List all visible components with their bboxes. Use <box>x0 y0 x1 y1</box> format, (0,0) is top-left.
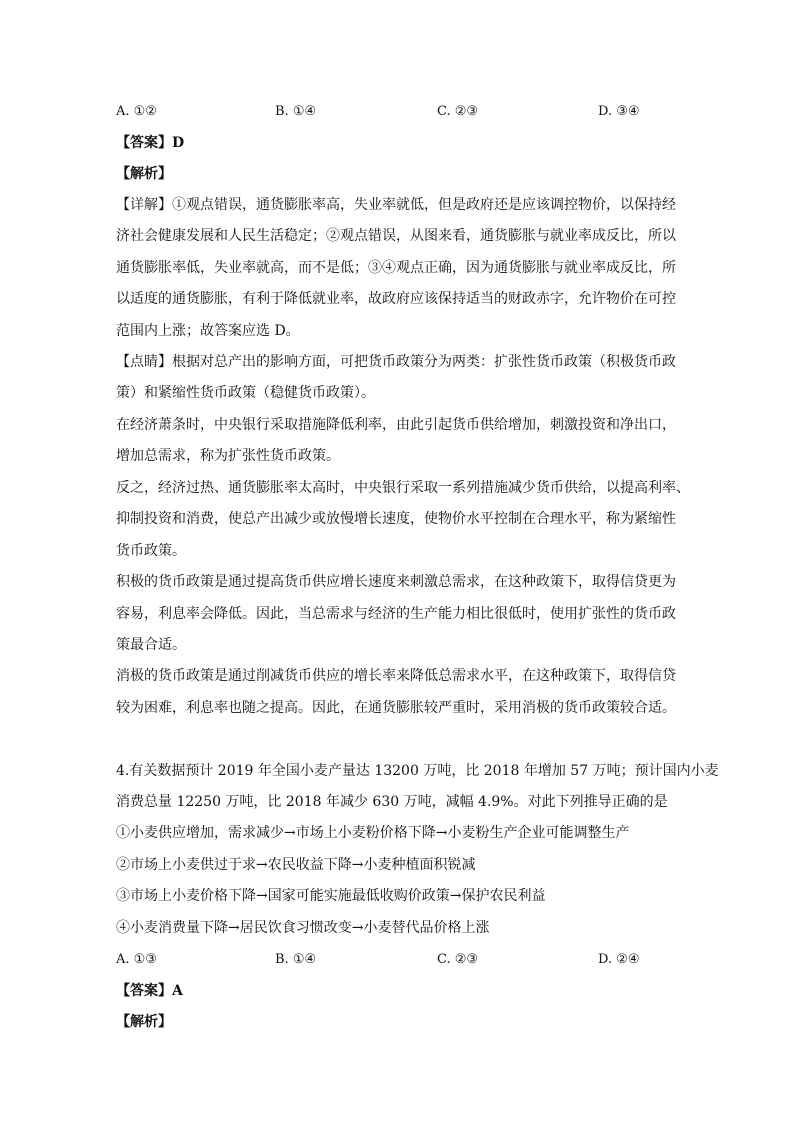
option-c: C. ②③ <box>437 104 479 119</box>
answer-label: 【答案】D <box>116 135 185 151</box>
option-c: C. ②③ <box>437 952 479 967</box>
tip-line: 策最合适。 <box>116 637 186 653</box>
detail-line: 通货膨胀率低，失业率就高，而不是低；③④观点正确，因为通货膨胀与就业率成反比，所 <box>116 260 676 276</box>
statement-item: ②市场上小麦供过于求→农民收益下降→小麦种植面积锐减 <box>116 857 476 873</box>
tip-line: 货币政策。 <box>116 543 186 559</box>
analysis-heading: 【解析】 <box>116 166 172 182</box>
option-a: A. ①③ <box>116 952 157 967</box>
detail-line: 济社会健康发展和人民生活稳定；②观点错误，从图来看，通货膨胀与就业率成反比，所以 <box>116 228 676 244</box>
tip-line: 反之，经济过热、通货膨胀率太高时，中央银行采取一系列措施减少货币供给，以提高利率、 <box>116 480 690 496</box>
option-b: B. ①④ <box>275 104 317 119</box>
question-stem-line: 4.有关数据预计 2019 年全国小麦产量达 13200 万吨，比 2018 年增加 57 万吨；预计国内小麦 <box>116 763 719 779</box>
tip-line: 较为困难，利息率也随之提高。因此，在通货膨胀较严重时，采用消极的货币政策较合适。 <box>116 700 676 716</box>
detail-line: 范围内上涨；故答案应选 D。 <box>116 323 300 339</box>
statement-item: ③市场上小麦价格下降→国家可能实施最低收购价政策→保护农民利益 <box>116 888 546 904</box>
tip-line: 抑制投资和消费，使总产出减少或放慢增长速度，使物价水平控制在合理水平，称为紧缩性 <box>116 511 676 527</box>
tip-line: 在经济萧条时，中央银行采取措施降低利率，由此引起货币供给增加，刺激投资和净出口， <box>116 417 676 433</box>
tip-line: 【点睛】根据对总产出的影响方面，可把货币政策分为两类：扩张性货币政策（积极货币政 <box>116 354 676 370</box>
option-d: D. ②④ <box>598 952 640 967</box>
statement-item: ①小麦供应增加，需求减少→市场上小麦粉价格下降→小麦粉生产企业可能调整生产 <box>116 825 630 841</box>
tip-line: 策）和紧缩性货币政策（稳健货币政策）。 <box>116 385 375 401</box>
option-a: A. ①② <box>116 104 157 119</box>
statement-item: ④小麦消费量下降→居民饮食习惯改变→小麦替代品价格上涨 <box>116 920 490 936</box>
tip-line: 消极的货币政策是通过削减货币供应的增长率来降低总需求水平，在这种政策下，取得信贷 <box>116 668 676 684</box>
detail-line: 【详解】①观点错误，通货膨胀率高，失业率就低，但是政府还是应该调控物价，以保持经 <box>116 197 676 213</box>
option-d: D. ③④ <box>598 104 640 119</box>
detail-line: 以适度的通货膨胀，有利于降低就业率，故政府应该保持适当的财政赤字，允许物价在可控 <box>116 291 676 307</box>
analysis-heading: 【解析】 <box>116 1014 172 1030</box>
question-stem-line: 消费总量 12250 万吨，比 2018 年减少 630 万吨，减幅 4.9%。对此下列推导正确的是 <box>116 794 668 810</box>
option-b: B. ①④ <box>275 952 317 967</box>
tip-line: 容易，利息率会降低。因此，当总需求与经济的生产能力相比很低时，使用扩张性的货币政 <box>116 606 676 622</box>
tip-line: 增加总需求，称为扩张性货币政策。 <box>116 448 340 464</box>
tip-line: 积极的货币政策是通过提高货币供应增长速度来刺激总需求，在这种政策下，取得信贷更为 <box>116 574 676 590</box>
answer-label: 【答案】A <box>116 983 183 999</box>
